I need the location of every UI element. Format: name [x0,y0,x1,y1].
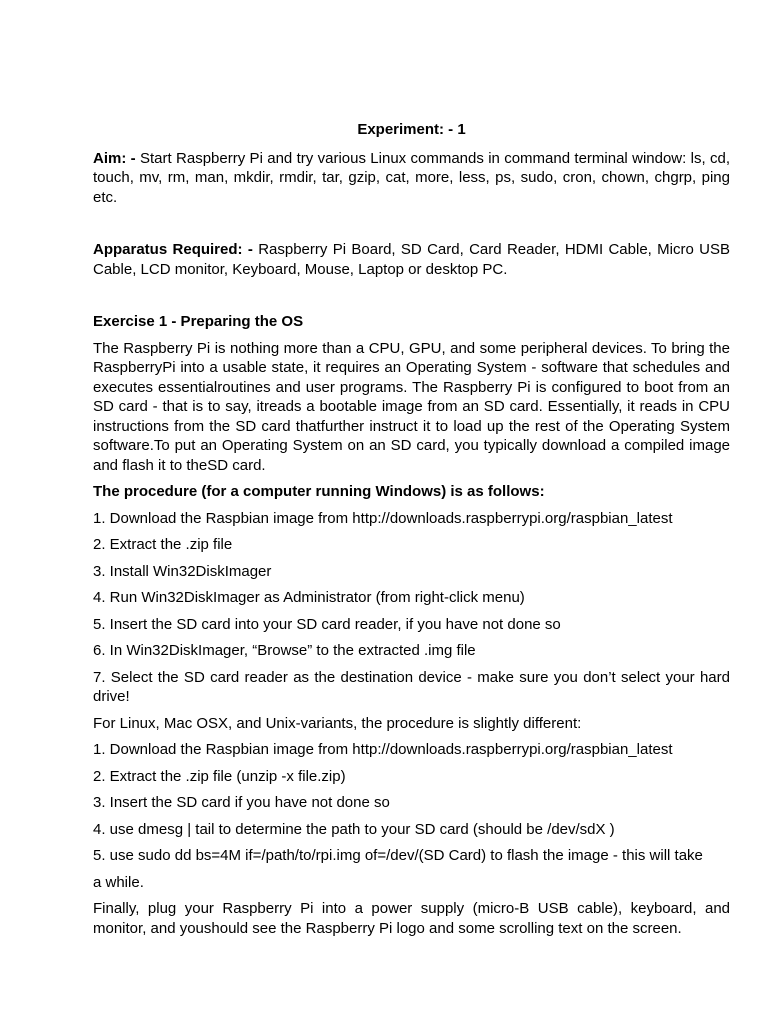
list-item: 2. Extract the .zip file (unzip -x file.zip) [93,767,346,785]
windows-procedure-heading: The procedure (for a computer running Windows) is as follows: [93,483,545,500]
aim-paragraph [93,149,730,208]
list-item: 5. use sudo dd bs=4M if=/path/to/rpi.img of=/dev/(SD Card) to flash the image - this will take [93,847,703,864]
linux-steps-list [93,740,730,892]
list-item: 7. Select the SD card reader as the destination device - make sure you don’t select your hard drive! [93,668,730,705]
document-page [93,120,730,945]
list-item: a while. [93,873,144,891]
list-item: 3. Install Win32DiskImager [93,562,272,580]
apparatus-label: Apparatus Required: - [93,241,253,258]
list-item: 6. In Win32DiskImager, “Browse” to the extracted .img file [93,642,476,659]
intro-paragraph: The Raspberry Pi is nothing more than a CPU, GPU, and some peripheral devices. To bring the RaspberryPi into a usable state, it requires an Operating System - software that schedules and executes essentialroutines and user programs. The Raspberry Pi is configured to boot from an SD card - that is to say, itreads a bootable image from an SD card. Essentially, it reads in CPU instructions from the SD card thatfurther instruct it to load up the rest of the Operating System software.To put an Operating System on an SD card, you typically download a compiled image and flash it to theSD card. [93,339,730,474]
list-item: 3. Insert the SD card if you have not done so [93,794,390,811]
apparatus-text: Raspberry Pi Board, SD Card, Card Reader, HDMI Cable, Micro USB Cable, LCD monitor, Keyboard, Mouse, Laptop or desktop PC. [93,241,731,278]
exercise-heading: Exercise 1 - Preparing the OS [93,313,304,330]
list-item: 1. Download the Raspbian image from http://downloads.raspberrypi.org/raspbian_latest [93,509,673,527]
list-item: 5. Insert the SD card into your SD card reader, if you have not done so [93,615,561,633]
list-item: 1. Download the Raspbian image from http://downloads.raspberrypi.org/raspbian_latest [93,741,673,758]
aim-label: Aim: - [93,149,136,167]
apparatus-paragraph [93,240,730,279]
list-item: 2. Extract the .zip file [93,536,233,553]
experiment-title: Experiment: - 1 [357,121,466,138]
aim-text: Start Raspberry Pi and try various Linux commands in command terminal window: ls, cd, touch, mv, rm, man, mkdir, rmdir, tar, gzip, cat, more, less, ps, sudo, cron, chown, chgrp, ping etc. [93,149,730,206]
linux-procedure-intro: For Linux, Mac OSX, and Unix-variants, the procedure is slightly different: [93,714,582,732]
windows-steps-list [93,509,730,707]
list-item: 4. use dmesg | tail to determine the path to your SD card (should be /dev/sdX ) [93,820,615,838]
list-item: 4. Run Win32DiskImager as Administrator (from right-click menu) [93,589,525,606]
final-paragraph: Finally, plug your Raspberry Pi into a power supply (micro-B USB cable), keyboard, and monitor, and youshould see the Raspberry Pi logo and some scrolling text on the screen. [93,900,730,937]
